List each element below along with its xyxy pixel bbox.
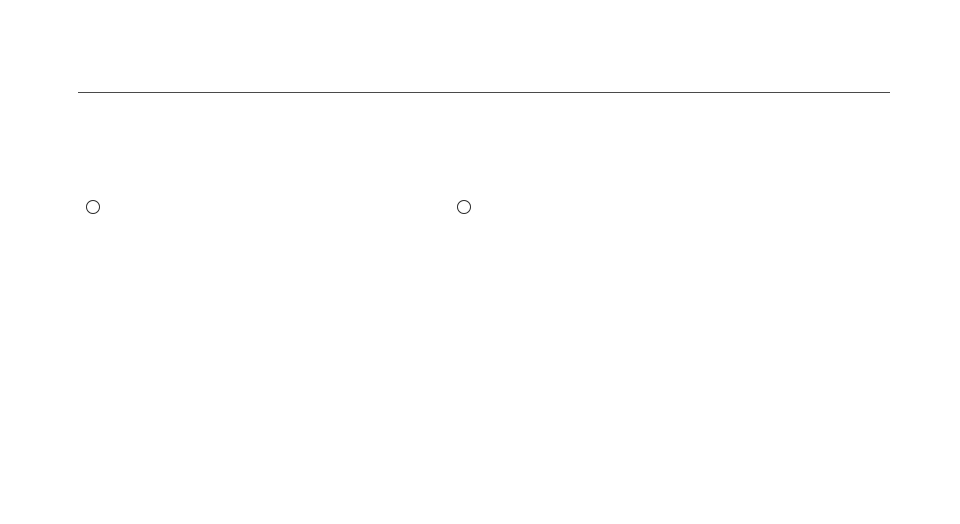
marker-7-icon bbox=[457, 200, 471, 214]
marker-10-icon bbox=[86, 200, 100, 214]
title-rule bbox=[78, 92, 890, 93]
arithmetic-unit-label bbox=[452, 200, 471, 214]
tens-carry-label bbox=[86, 200, 105, 214]
